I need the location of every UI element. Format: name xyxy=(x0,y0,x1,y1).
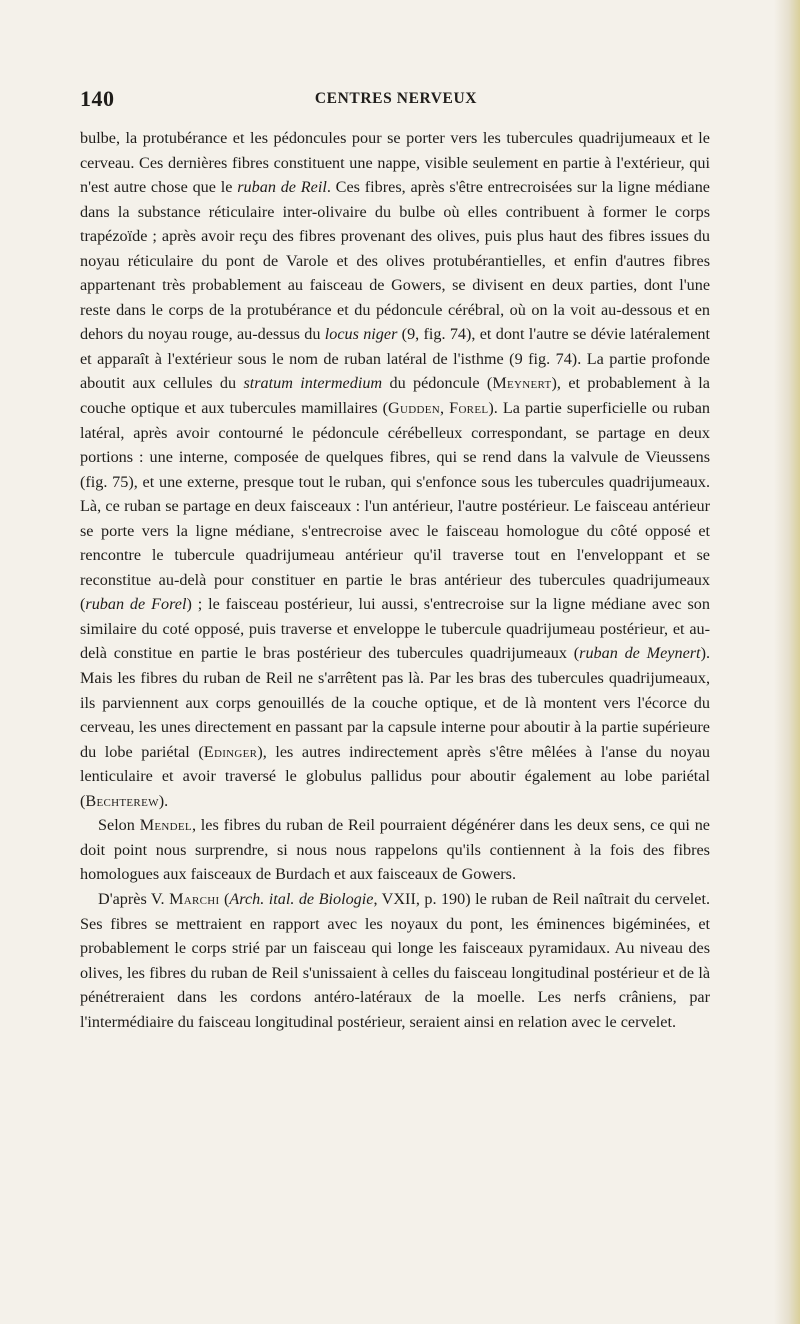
author-name: Forel xyxy=(449,399,489,418)
author-name: Edinger xyxy=(203,742,258,761)
author-name: Meynert xyxy=(492,374,552,393)
italic-term: stratum intermedium xyxy=(243,374,383,393)
paragraph-1 xyxy=(80,126,710,813)
text-run: ( xyxy=(219,889,230,908)
text-run: ), et probablement à la couche optique et aux tubercules mamillaires ( xyxy=(80,374,710,418)
author-name: Mendel xyxy=(139,816,192,835)
text-run: (9, fig. 74), et dont l'autre se dévie latéralement et apparaît à l'extérieur sous le nom de ruban latéral de l'isthme (9 fig. 74). La partie profonde aboutit aux cellules du xyxy=(80,325,710,393)
italic-term: ruban de Forel xyxy=(85,595,187,614)
running-head: CENTRES NERVEUX xyxy=(314,90,478,107)
paragraph-2 xyxy=(80,813,710,887)
text-run: , les fibres du ruban de Reil pourraient dégénérer dans les deux sens, ce qui ne doit point nous surprendre, si nous nous rappelons qu'ils contiennent à la fois des fibres homologues aux faisceaux de Burdach et aux faisceaux de Gowers. xyxy=(80,816,710,884)
text-run: bulbe, la protubérance et les pédoncules pour se porter vers les tubercules quadrijumeaux et le cerveau. Ces dernières fibres constituent une nappe, visible seulement en partie à l'extérieur, qui n'est autre chose que le xyxy=(80,129,710,197)
text-run: D'après V. xyxy=(98,889,170,908)
page-edge-shadow xyxy=(774,0,800,1324)
italic-term: ruban de Reil xyxy=(237,178,327,197)
text-run: ). La partie superficielle ou ruban latéral, après avoir contourné le pédoncule cérébelleux correspondant, se partage en deux portions : une interne, composée de quelques fibres, qui se rend dans la valvule de Vieussens (fig. 75), et une externe, presque tout le ruban, qui s'enfonce sous les tubercules quadrijumeaux. Là, ce ruban se partage en deux faisceaux : l'un antérieur, l'autre postérieur. Le faisceau antérieur se porte vers la ligne médiane, s'entrecroise avec le faisceau homologue du côté opposé et rencontre le tubercule quadrijumeau antérieur qu'il traverse tout en l'enveloppant et se reconstitue au-delà pour constituer en partie le bras antérieur des tubercules quadrijumeaux ( xyxy=(80,399,710,614)
body-text xyxy=(80,126,710,1034)
text-run: ), les autres indirectement après s'être mêlées à l'anse du noyau lenticulaire et avoir traversé le globulus pallidus pour aboutir également au lobe pariétal ( xyxy=(80,742,710,810)
text-run: Selon xyxy=(98,816,140,835)
text-run: du pédoncule ( xyxy=(382,374,493,393)
italic-term: Arch. ital. de Biologie xyxy=(229,889,374,908)
author-name: Bechterew xyxy=(85,791,159,810)
text-run: ). xyxy=(158,791,169,810)
page-header xyxy=(80,86,712,116)
paragraph-3 xyxy=(80,887,710,1034)
text-run: ). Mais les fibres du ruban de Reil ne s'arrêtent pas là. Par les bras des tubercules quadrijumeaux, ils parviennent aux corps genouillés de la couche optique, et de là montent vers l'écorce du cerveau, les unes directement en passant par la capsule interne pour aboutir à la partie supérieure du lobe pariétal ( xyxy=(80,644,710,761)
italic-term: locus niger xyxy=(324,325,398,344)
page-number: 140 xyxy=(80,86,115,111)
text-run: ) ; le faisceau postérieur, lui aussi, s'entrecroise sur la ligne médiane avec son similaire du coté opposé, puis traverse et enveloppe le tubercule quadrijumeau postérieur, et au-delà constitue en partie le bras postérieur des tubercules quadrijumeaux ( xyxy=(80,595,710,663)
text-run: , VXII, p. 190) le ruban de Reil naîtrait du cervelet. Ses fibres se mettraient en rapport avec les noyaux du pont, les éminences bigéminées, et probablement le corps strié par un faisceau qui longe les faisceaux pyramidaux. Au niveau des olives, les fibres du ruban de Reil s'unissaient à celles du faisceau longitudinal postérieur et de là pénétreraient dans les cordons antéro-latéraux de la moelle. Les nerfs crâniens, par l'intermédiaire du faisceau longitudinal postérieur, seraient ainsi en relation avec le cervelet. xyxy=(80,889,711,1031)
author-name: Marchi xyxy=(169,889,220,908)
text-run: , xyxy=(440,399,450,418)
italic-term: ruban de Meynert xyxy=(579,644,701,663)
text-run: . Ces fibres, après s'être entrecroisées sur la ligne médiane dans la substance réticulaire inter-olivaire du bulbe où elles contribuent à former le corps trapézoïde ; après avoir reçu des fibres provenant des olives, puis plus haut des fibres issues du noyau réticulaire du pont de Varole et des olives protubérantielles, et enfin d'autres fibres appartenant très probablement au faisceau de Gowers, se divisent en deux parties, dont l'une reste dans le corps de la protubérance et du pédoncule cérébral, où on la voit au-dessous et en dehors du noyau rouge, au-dessus du xyxy=(80,178,710,344)
author-name: Gudden xyxy=(388,399,441,418)
